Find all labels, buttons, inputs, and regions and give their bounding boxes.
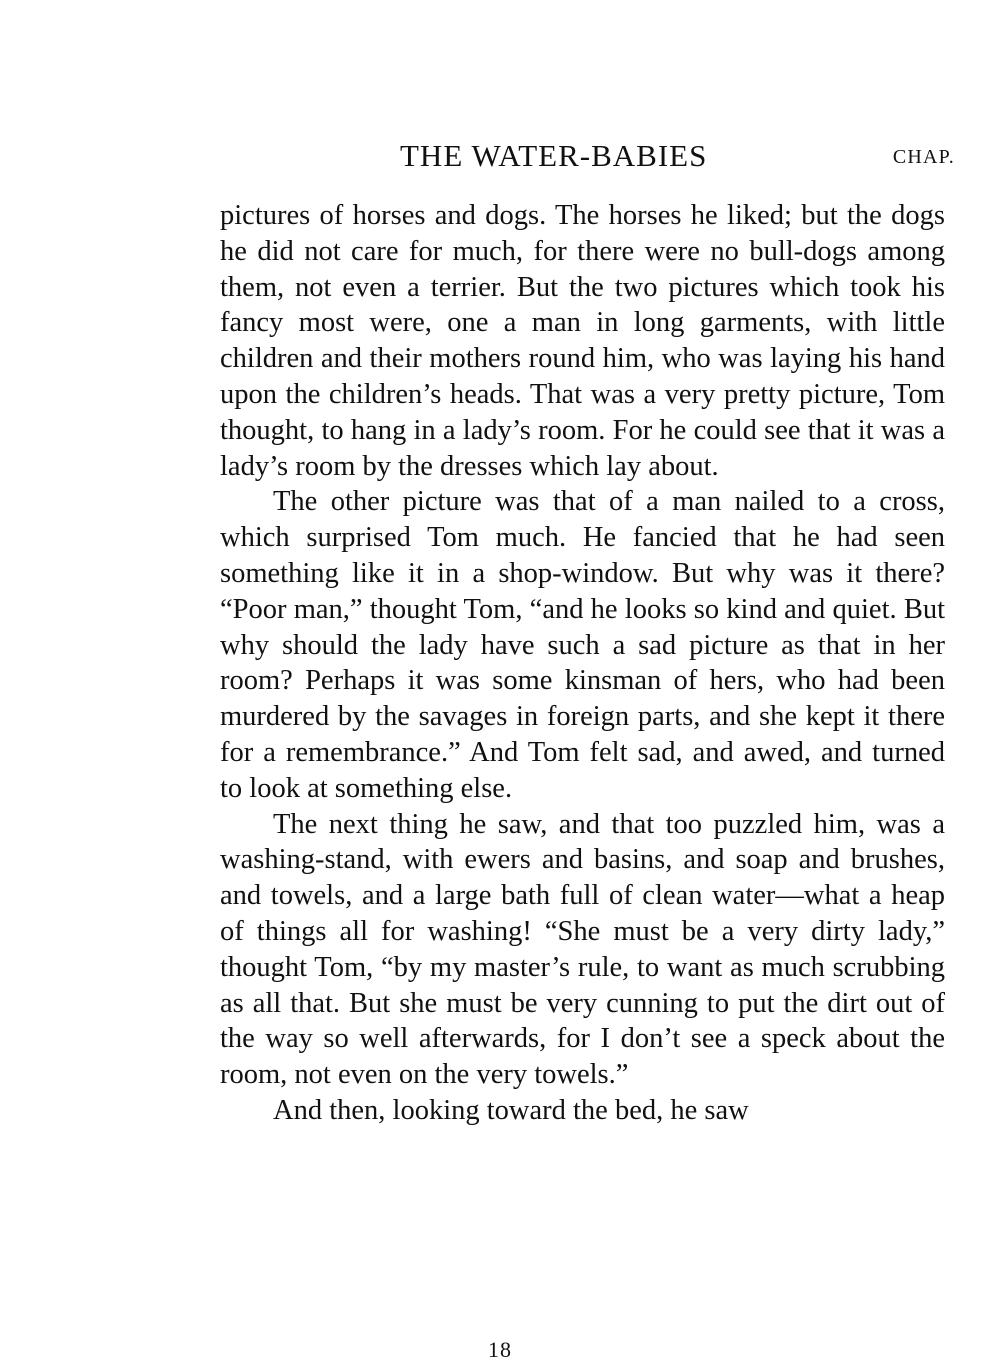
running-header xyxy=(400,138,955,178)
paragraph: The next thing he saw, and that too puzzled him, was a washing-stand, with ewers and basins, and soap and brushes, and towels, and a large bath full of clean water—what a heap of things all for washing! “She must be a very dirty lady,” thought Tom, “by my master’s rule, to want as much scrubbing as all that. But she must be very cunning to put the dirt out of the way so well afterwards, for I don’t see a speck about the room, not even on the very towels.” xyxy=(220,808,945,1091)
book-title: THE WATER-BABIES xyxy=(400,138,708,173)
paragraph: pictures of horses and dogs. The horses he liked; but the dogs he did not care for much, for there were no bull-dogs among them, not even a terrier. But the two pictures which took his fancy most were, one a man in long garments, with little children and their mothers round him, who was laying his hand upon the children’s heads. That was a very pretty picture, Tom thought, to hang in a lady’s room. For he could see that it was a lady’s room by the dresses which lay about. xyxy=(220,200,945,482)
paragraph: And then, looking toward the bed, he saw xyxy=(273,1094,749,1126)
paragraph: The other picture was that of a man nailed to a cross, which surprised Tom much. He fancied that he had seen something like it in a shop-window. But why was it there? “Poor man,” thought Tom, “and he looks so kind and quiet. But why should the lady have such a sad picture as that in her room? Perhaps it was some kinsman of hers, who had been murdered by the savages in foreign parts, and she kept it there for a remembrance.” And Tom felt sad, and awed, and turned to look at something else. xyxy=(220,486,945,804)
body-text xyxy=(220,198,945,1129)
chapter-label: CHAP. xyxy=(892,146,955,168)
page-number: 18 xyxy=(488,1337,512,1362)
